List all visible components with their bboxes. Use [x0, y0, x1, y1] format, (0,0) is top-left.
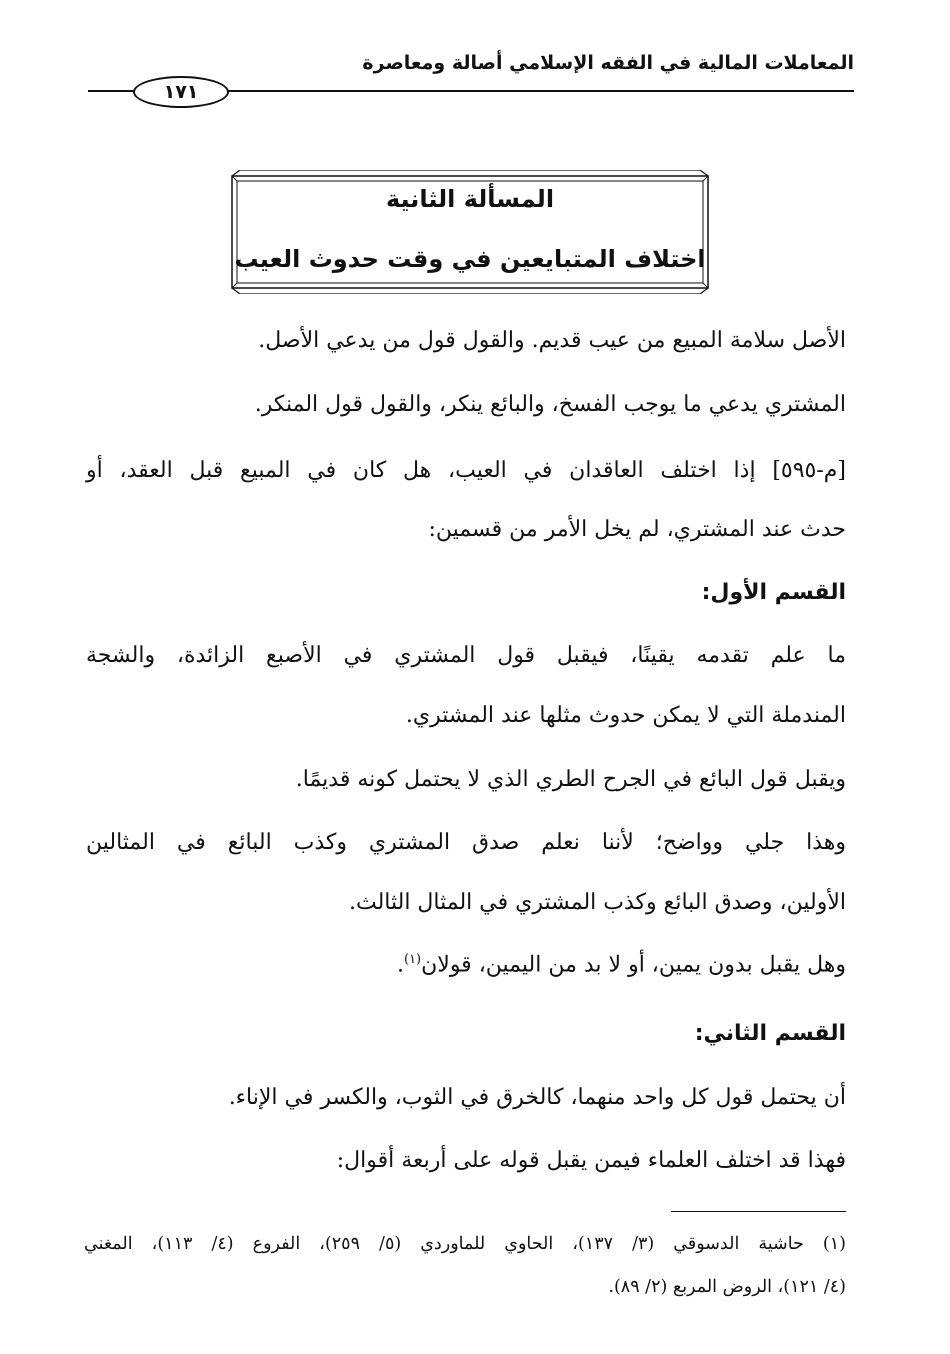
paragraph-6-line-1: وهذا جلي وواضح؛ لأننا نعلم صدق المشتري وكذب البائع في المثالين	[86, 830, 846, 855]
paragraph-7-end: .	[396, 952, 404, 978]
paragraph-2: المشتري يدعي ما يوجب الفسخ، والبائع ينكر، والقول قول المنكر.	[254, 392, 846, 417]
footnote-line-2: (٤/ ١٢١)، الروض المربع (٢/ ٨٩).	[608, 1277, 846, 1297]
footnote-reference: (١)	[403, 952, 422, 967]
paragraph-3-line-2: حدث عند المشتري، لم يخل الأمر من قسمين:	[428, 517, 846, 542]
section-title: المسألة الثانية	[385, 185, 555, 213]
paragraph-3-line-1: [م-٥٩٥] إذا اختلف العاقدان في العيب، هل كان في المبيع قبل العقد، أو	[86, 458, 846, 483]
footnote-separator	[671, 1211, 846, 1212]
paragraph-9: فهذا قد اختلف العلماء فيمن يقبل قوله على أربعة أقوال:	[336, 1148, 846, 1173]
page-number: ١٧١	[133, 76, 229, 108]
heading-first-section: القسم الأول:	[701, 580, 846, 605]
paragraph-7-text: وهل يقبل بدون يمين، أو لا بد من اليمين، قولان	[421, 952, 846, 978]
running-title: المعاملات المالية في الفقه الإسلامي أصالة ومعاصرة	[362, 52, 854, 74]
paragraph-7	[397, 952, 846, 977]
paragraph-4-line-1: ما علم تقدمه يقينًا، فيقبل قول المشتري في الأصبع الزائدة، والشجة	[86, 643, 846, 668]
paragraph-1: الأصل سلامة المبيع من عيب قديم. والقول قول من يدعي الأصل.	[258, 328, 846, 353]
paragraph-4-line-2: المندملة التي لا يمكن حدوث مثلها عند المشتري.	[405, 703, 846, 728]
paragraph-5: ويقبل قول البائع في الجرح الطري الذي لا يحتمل كونه قديمًا.	[295, 767, 846, 792]
paragraph-6-line-2: الأولين، وصدق البائع وكذب المشتري في المثال الثالث.	[348, 890, 846, 915]
section-subtitle: اختلاف المتبايعين في وقت حدوث العيب	[234, 245, 706, 273]
heading-second-section: القسم الثاني:	[694, 1021, 846, 1046]
paragraph-8: أن يحتمل قول كل واحد منهما، كالخرق في الثوب، والكسر في الإناء.	[228, 1085, 846, 1110]
footnote-line-1: (١) حاشية الدسوقي (٣/ ١٣٧)، الحاوي للماوردي (٥/ ٢٥٩)، الفروع (٤/ ١١٣)، المغني	[84, 1234, 846, 1254]
